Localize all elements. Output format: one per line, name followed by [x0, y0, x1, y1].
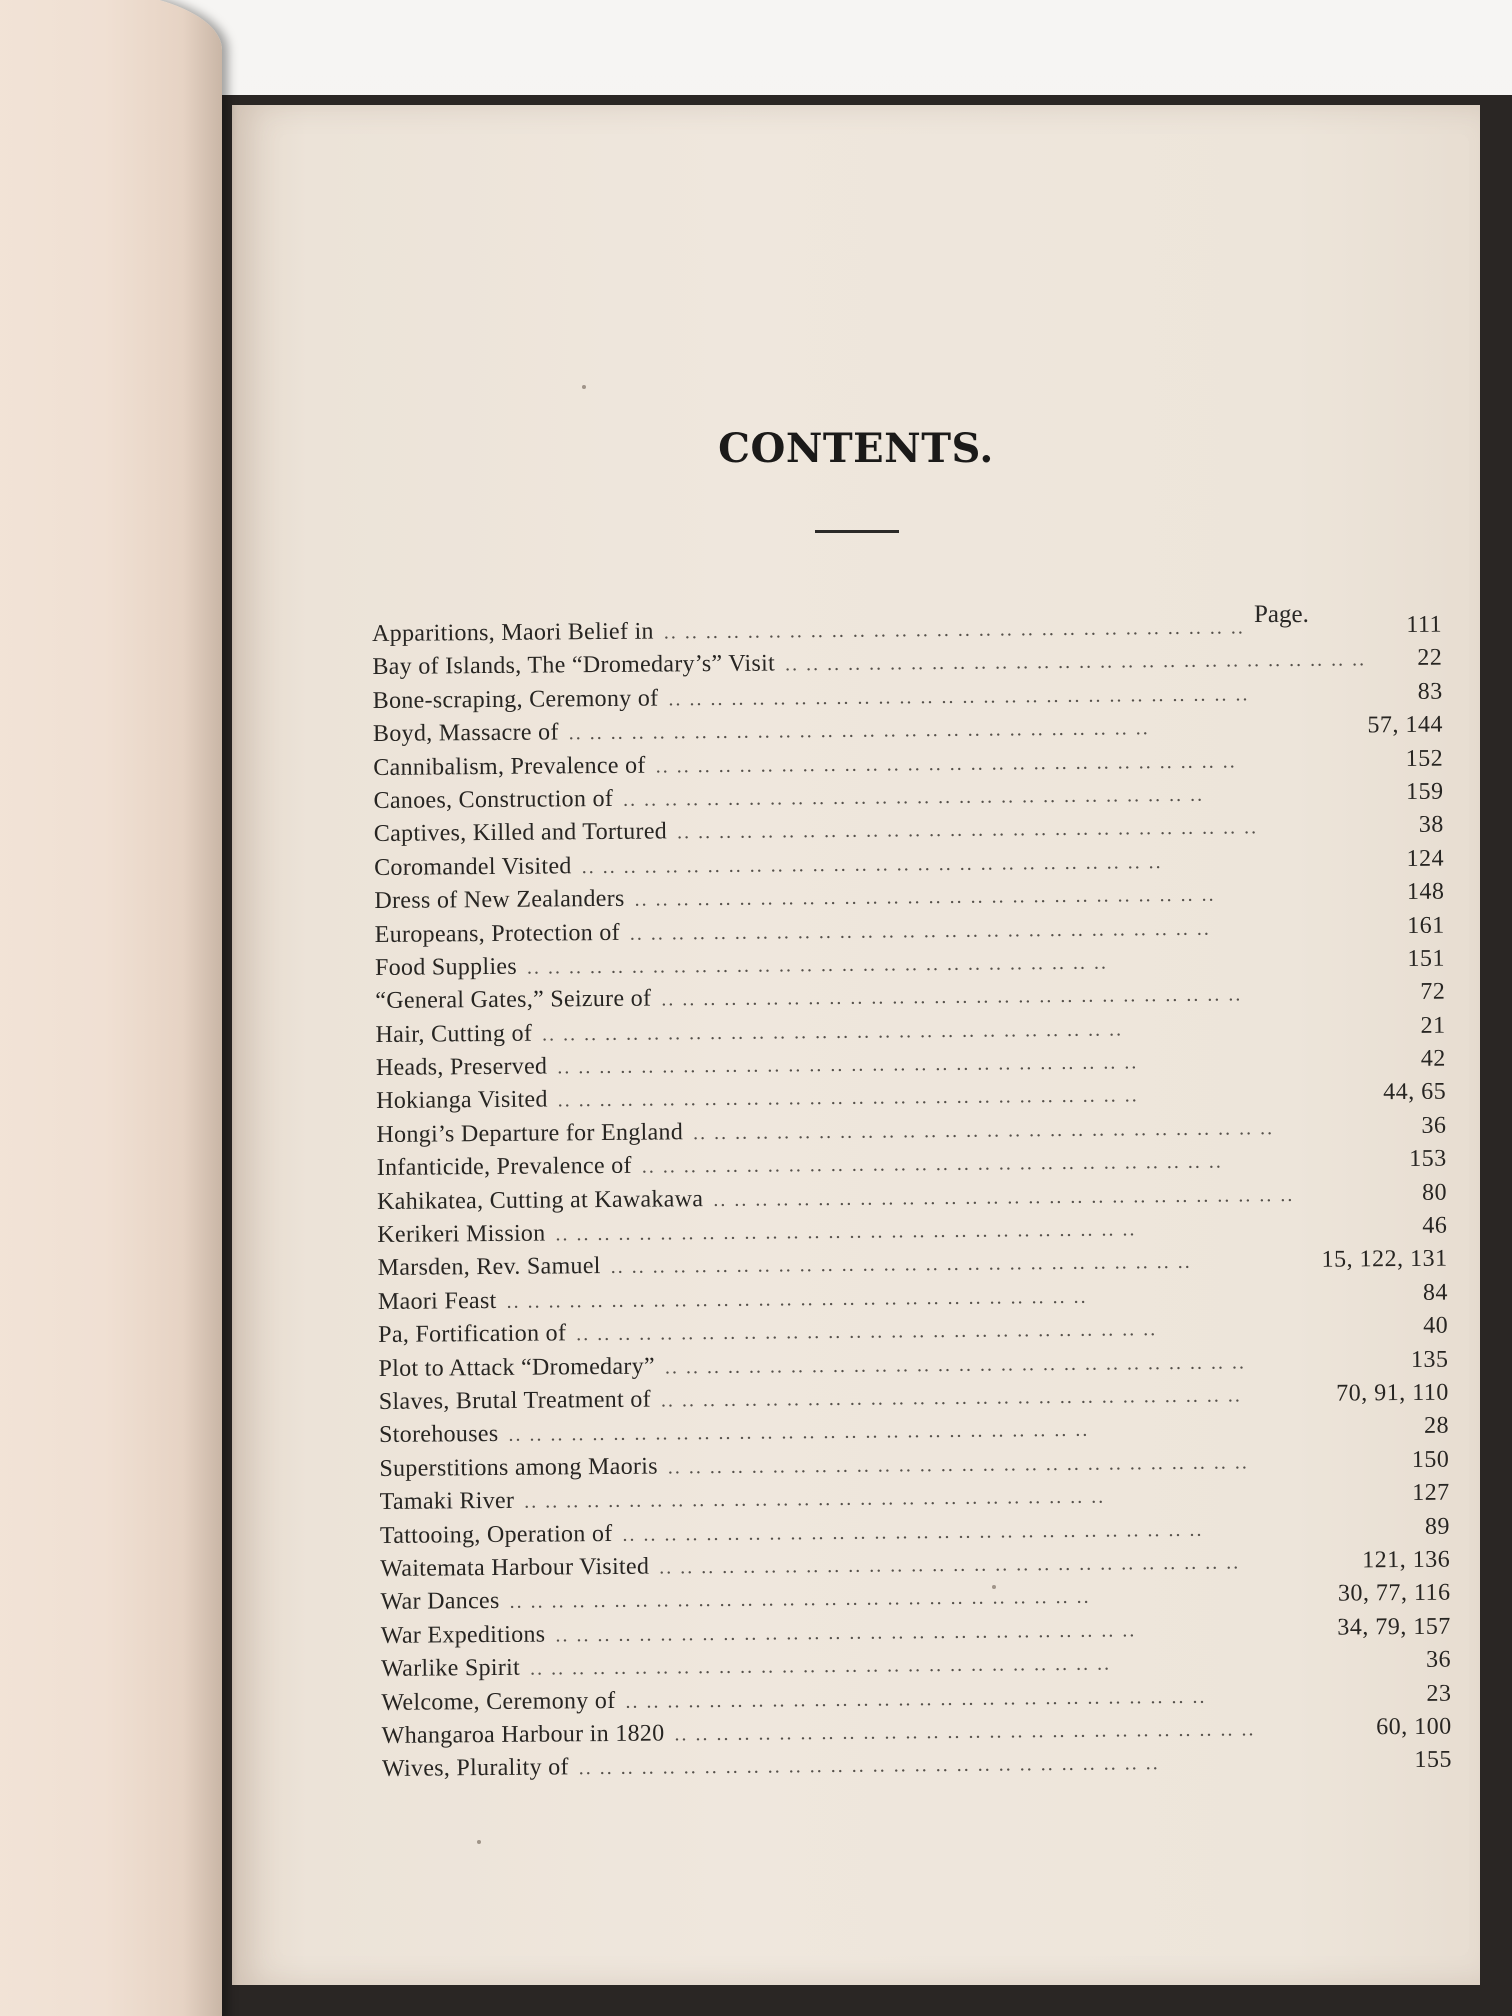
entry-page-numbers: 148 [1406, 878, 1445, 906]
dot-leader [661, 982, 1395, 1011]
entry-title: Hokianga Visited [376, 1086, 548, 1115]
entry-title: Tamaki River [379, 1487, 515, 1516]
entry-page-numbers: 36 [1421, 1112, 1447, 1139]
entry-page-numbers: 152 [1405, 745, 1444, 772]
dot-leader [622, 1517, 1400, 1547]
dot-leader [524, 1483, 1400, 1514]
paper-speck [992, 1585, 996, 1589]
dot-leader [558, 1083, 1374, 1113]
entry-title: Captives, Killed and Tortured [373, 818, 668, 848]
contents-list [372, 612, 1452, 1790]
entry-page-numbers: 40 [1423, 1312, 1449, 1340]
entry-page-numbers: 57, 144 [1367, 711, 1444, 739]
entry-page-numbers: 150 [1411, 1446, 1450, 1473]
title-rule [815, 530, 899, 533]
entry-page-numbers: 15, 122, 131 [1321, 1246, 1448, 1274]
dot-leader [668, 682, 1392, 711]
entry-page-numbers: 60, 100 [1376, 1713, 1452, 1741]
dot-leader [582, 849, 1395, 879]
dot-leader [659, 1550, 1352, 1579]
entry-page-numbers: 30, 77, 116 [1337, 1579, 1451, 1607]
entry-page-numbers: 70, 91, 110 [1336, 1379, 1449, 1407]
dot-leader [785, 648, 1393, 676]
entry-title: War Expeditions [380, 1621, 546, 1649]
entry-title: Bone-scraping, Ceremony of [372, 685, 659, 714]
entry-title: Kerikeri Mission [377, 1220, 546, 1249]
entry-title: Kahikatea, Cutting at Kawakawa [376, 1185, 704, 1215]
dot-leader [625, 1684, 1401, 1714]
entry-title: Apparitions, Maori Belief in [372, 618, 654, 647]
paper-speck [477, 1840, 481, 1844]
entry-page-numbers: 161 [1407, 912, 1445, 939]
dot-leader [661, 1384, 1326, 1413]
contents-page [232, 105, 1480, 1985]
dot-leader [677, 815, 1394, 844]
dot-leader [579, 1750, 1402, 1780]
entry-title: Welcome, Ceremony of [381, 1687, 616, 1716]
entry-page-numbers: 153 [1409, 1145, 1447, 1173]
dot-leader [508, 1416, 1399, 1447]
entry-page-numbers: 80 [1421, 1179, 1448, 1206]
entry-title: Canoes, Construction of [373, 785, 614, 814]
dot-leader [576, 1316, 1398, 1346]
entry-page-numbers: 151 [1407, 945, 1446, 972]
entry-page-numbers: 28 [1423, 1413, 1450, 1440]
entry-page-numbers: 44, 65 [1383, 1079, 1447, 1106]
dot-leader [506, 1283, 1398, 1314]
entry-title: Marsden, Rev. Samuel [377, 1253, 601, 1282]
entry-title: Bay of Islands, The “Dromedary’s” Visit [372, 650, 776, 681]
entry-page-numbers: 89 [1424, 1513, 1451, 1540]
page-title: CONTENTS. [718, 425, 994, 472]
dot-leader [557, 1049, 1396, 1079]
paper-speck [582, 385, 586, 389]
dot-leader [665, 1350, 1399, 1379]
entry-title: Europeans, Protection of [374, 919, 620, 948]
entry-title: Heads, Preserved [375, 1053, 548, 1082]
dot-leader [630, 916, 1395, 946]
entry-title: Dress of New Zealanders [374, 885, 625, 915]
entry-title: Maori Feast [377, 1287, 497, 1315]
entry-title: War Dances [380, 1588, 500, 1616]
dot-leader [527, 949, 1395, 980]
entry-page-numbers: 111 [1406, 611, 1443, 638]
entry-title: Coromandel Visited [374, 853, 572, 881]
entry-page-numbers: 121, 136 [1362, 1546, 1451, 1574]
entry-page-numbers: 159 [1405, 778, 1444, 805]
dot-leader [634, 882, 1394, 912]
dot-leader [542, 1016, 1396, 1046]
entry-page-numbers: 155 [1414, 1746, 1453, 1774]
dot-leader [693, 1116, 1397, 1145]
entry-page-numbers: 124 [1406, 845, 1445, 872]
entry-page-numbers: 83 [1417, 678, 1443, 705]
dot-leader [713, 1183, 1397, 1212]
entry-title: Whangaroa Harbour in 1820 [381, 1720, 665, 1749]
entry-title: Superstitions among Maoris [379, 1453, 658, 1482]
entry-title: Cannibalism, Prevalence of [373, 752, 646, 781]
dot-leader [664, 615, 1392, 644]
entry-page-numbers: 22 [1417, 645, 1443, 672]
entry-title: Plot to Attack “Dromedary” [378, 1353, 656, 1382]
entry-title: Boyd, Massacre of [372, 719, 559, 748]
dot-leader [555, 1617, 1327, 1647]
page-column-label: Page. [1254, 601, 1309, 628]
dot-leader [555, 1216, 1397, 1246]
entry-title: Hongi’s Departure for England [376, 1119, 684, 1148]
dot-leader [569, 716, 1358, 746]
entry-title: “General Gates,” Seizure of [375, 985, 652, 1015]
entry-page-numbers: 135 [1410, 1346, 1449, 1373]
dot-leader [530, 1650, 1401, 1681]
entry-page-numbers: 42 [1420, 1045, 1446, 1072]
dot-leader [642, 1149, 1397, 1179]
dot-leader [611, 1250, 1312, 1279]
entry-title: Pa, Fortification of [378, 1320, 567, 1349]
entry-page-numbers: 34, 79, 157 [1337, 1613, 1451, 1641]
dot-leader [623, 782, 1394, 812]
entry-title: Warlike Spirit [381, 1654, 521, 1683]
entry-title: Tattooing, Operation of [379, 1520, 613, 1549]
entry-title: Infanticide, Prevalence of [376, 1153, 632, 1182]
entry-page-numbers: 72 [1420, 978, 1446, 1006]
entry-page-numbers: 36 [1425, 1646, 1452, 1673]
entry-title: Wives, Plurality of [381, 1754, 569, 1783]
entry-title: Slaves, Brutal Treatment of [378, 1386, 651, 1415]
entry-page-numbers: 23 [1426, 1680, 1452, 1707]
entry-page-numbers: 21 [1420, 1012, 1446, 1039]
left-page-edge [0, 0, 222, 2016]
entry-page-numbers: 38 [1418, 811, 1444, 839]
entry-page-numbers: 46 [1422, 1212, 1448, 1239]
entry-title: Storehouses [378, 1421, 499, 1449]
dot-leader [509, 1584, 1328, 1614]
dot-leader [656, 749, 1394, 778]
dot-leader [668, 1450, 1400, 1479]
dot-leader [674, 1717, 1366, 1746]
entry-page-numbers: 84 [1422, 1279, 1449, 1306]
entry-title: Waitemata Harbour Visited [380, 1553, 650, 1582]
entry-title: Hair, Cutting of [375, 1020, 533, 1048]
entry-title: Food Supplies [374, 953, 518, 981]
entry-page-numbers: 127 [1412, 1479, 1450, 1507]
